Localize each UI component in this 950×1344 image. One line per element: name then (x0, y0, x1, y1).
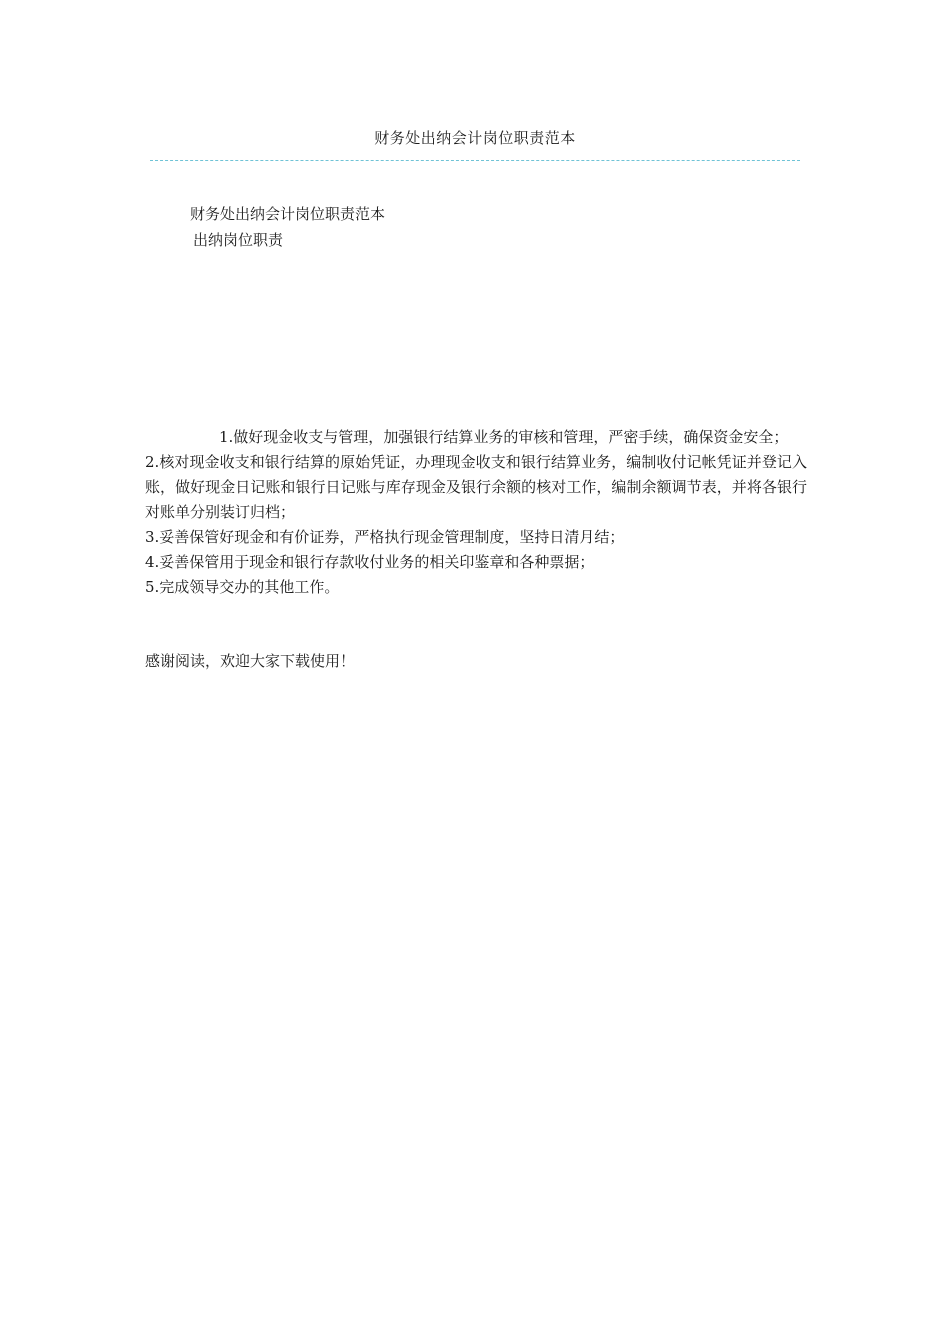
closing-note: 感谢阅读，欢迎大家下载使用！ (145, 652, 356, 670)
duty-item-3: 3.妥善保管好现金和有价证券，严格执行现金管理制度，坚持日清月结； (145, 528, 625, 546)
document-subtitle: 出纳岗位职责 (193, 231, 284, 249)
duty-item-4: 4.妥善保管用于现金和银行存款收付业务的相关印鉴章和各种票据； (145, 553, 595, 571)
duty-item-5: 5.完成领导交办的其他工作。 (145, 578, 340, 596)
document-title: 财务处出纳会计岗位职责范本 (190, 205, 386, 223)
duty-item-2: 2.核对现金收支和银行结算的原始凭证，办理现金收支和银行结算业务，编制收付记帐凭证并登记入账，做好现金日记账和银行日记账与库存现金及银行余额的核对工作，编制余额调节表，并将各银行对账单分别装订归档； (145, 453, 807, 521)
duty-list (145, 425, 807, 600)
duty-item-1: 1.做好现金收支与管理，加强银行结算业务的审核和管理，严密手续，确保资金安全； (219, 428, 789, 446)
page-header-title: 财务处出纳会计岗位职责范本 (374, 129, 576, 147)
header-divider (150, 160, 800, 161)
